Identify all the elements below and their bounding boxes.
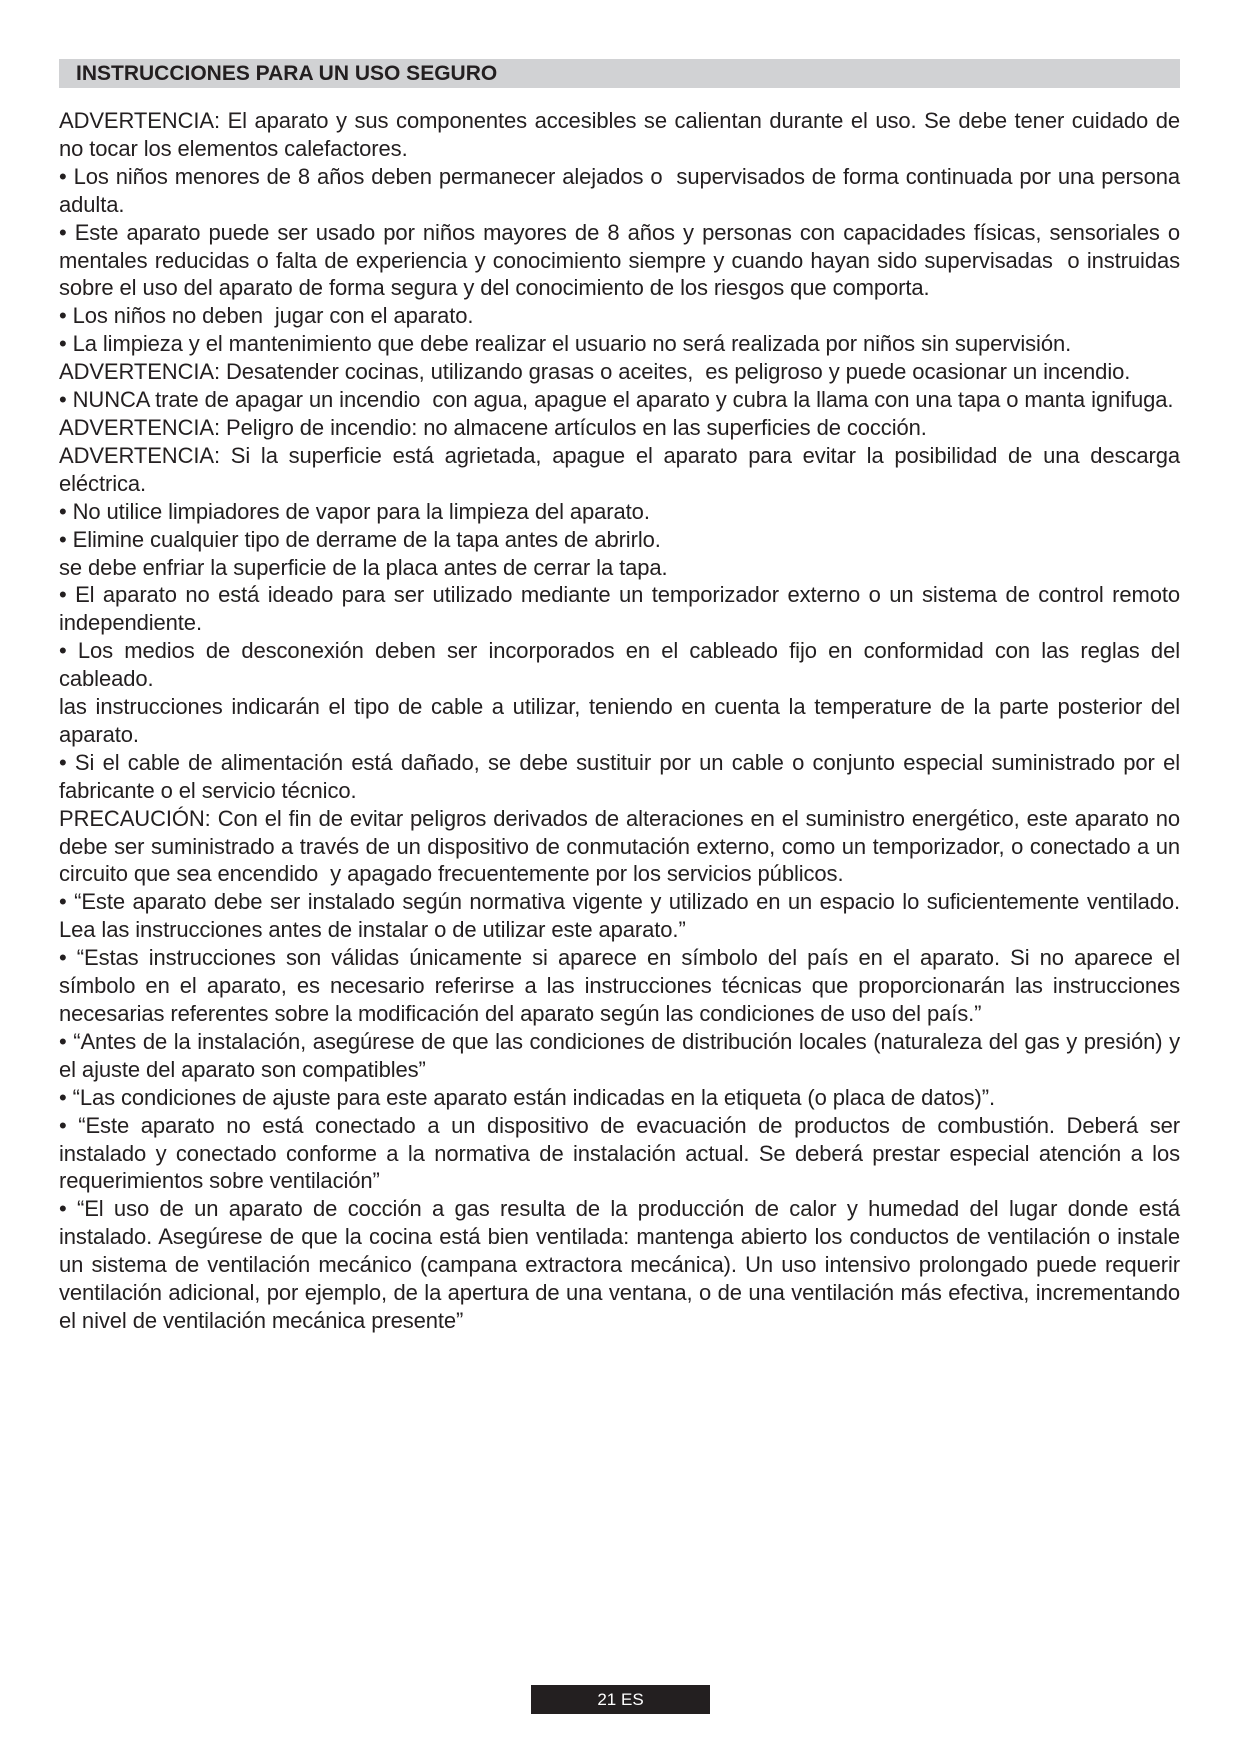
paragraph: • “Este aparato no está conectado a un dispositivo de evacuación de productos de combustión. Deberá ser instalado y conectado conforme a la normativa de instalación actual. Se deberá prestar especial atención a los requerimientos sobre ventilación” [59, 1112, 1187, 1194]
paragraph: • Los niños menores de 8 años deben permanecer alejados o supervisados de forma continuada por una persona adulta. [59, 163, 1187, 217]
paragraph: ADVERTENCIA: Si la superficie está agrietada, apague el aparato para evitar la posibilidad de una descarga eléctrica. [59, 442, 1187, 496]
section-title: INSTRUCCIONES PARA UN USO SEGURO [59, 59, 1180, 88]
paragraph: • “Las condiciones de ajuste para este aparato están indicadas en la etiqueta (o placa de datos)”. [59, 1084, 995, 1110]
paragraph: • La limpieza y el mantenimiento que debe realizar el usuario no será realizada por niños sin supervisión. [59, 331, 1072, 357]
paragraph: • “El uso de un aparato de cocción a gas resulta de la producción de calor y humedad del lugar donde está instalado. Asegúrese de que la cocina está bien ventilada: mantenga abierto los conductos de ventilación o instale un sistema de ventilación mecánico (campana extractora mecánica). Un uso intensivo prolongado puede requerir ventilación adicional, por ejemplo, de la apertura de una ventana, o de una ventilación más efectiva, incrementando el nivel de ventilación mecánica presente” [59, 1196, 1187, 1333]
paragraph: ADVERTENCIA: El aparato y sus componentes accesibles se calientan durante el uso. Se debe tener cuidado de no tocar los elementos calefactores. [59, 108, 1187, 161]
paragraph: • Los medios de desconexión deben ser incorporados en el cableado fijo en conformidad con las reglas del cableado. [59, 638, 1187, 692]
paragraph: ADVERTENCIA: Peligro de incendio: no almacene artículos en las superficies de cocción. [59, 414, 927, 440]
paragraph: • Los niños no deben jugar con el aparato. [59, 303, 474, 329]
paragraph: • “Este aparato debe ser instalado según normativa vigente y utilizado en un espacio lo suficientemente ventilado. Lea las instrucciones antes de instalar o de utilizar este aparato.” [59, 889, 1187, 943]
paragraph: • No utilice limpiadores de vapor para la limpieza del aparato. [59, 498, 650, 524]
page-number: 21 ES [531, 1685, 710, 1714]
paragraph: • El aparato no está ideado para ser utilizado mediante un temporizador externo o un sistema de control remoto independiente. [59, 582, 1187, 636]
paragraph: • Este aparato puede ser usado por niños mayores de 8 años y personas con capacidades físicas, sensoriales o mentales reducidas o falta de experiencia y conocimiento siempre y cuando hayan sido supervisadas o instruidas sobre el uso del aparato de forma segura y del conocimiento de los riesgos que comporta. [59, 219, 1187, 301]
paragraph: • “Estas instrucciones son válidas únicamente si aparece en símbolo del país en el aparato. Si no aparece el símbolo en el aparato, es necesario referirse a las instrucciones técnicas que proporcionarán las instrucciones necesarias referentes sobre la modificación del aparato según las condiciones de uso del país.” [59, 945, 1187, 1026]
paragraph: • Si el cable de alimentación está dañado, se debe sustituir por un cable o conjunto especial suministrado por el fabricante o el servicio técnico. [59, 749, 1187, 803]
paragraph: ADVERTENCIA: Desatender cocinas, utilizando grasas o aceites, es peligroso y puede ocasionar un incendio. [59, 359, 1131, 385]
safety-instructions-body [59, 107, 1187, 1335]
paragraph: se debe enfriar la superficie de la placa antes de cerrar la tapa. [59, 554, 668, 580]
paragraph: • NUNCA trate de apagar un incendio con agua, apague el aparato y cubra la llama con una tapa o manta ignifuga. [59, 387, 1174, 413]
paragraph: • “Antes de la instalación, asegúrese de que las condiciones de distribución locales (naturaleza del gas y presión) y el ajuste del aparato son compatibles” [59, 1028, 1187, 1082]
paragraph: las instrucciones indicarán el tipo de cable a utilizar, teniendo en cuenta la temperature de la parte posterior del aparato. [59, 694, 1187, 747]
paragraph: • Elimine cualquier tipo de derrame de la tapa antes de abrirlo. [59, 526, 661, 552]
paragraph: PRECAUCIÓN: Con el fin de evitar peligros derivados de alteraciones en el suministro energético, este aparato no debe ser suministrado a través de un dispositivo de conmutación externo, como un temporizador, o conectado a un circuito que sea encendido y apagado frecuentemente por los servicios públicos. [59, 805, 1187, 887]
